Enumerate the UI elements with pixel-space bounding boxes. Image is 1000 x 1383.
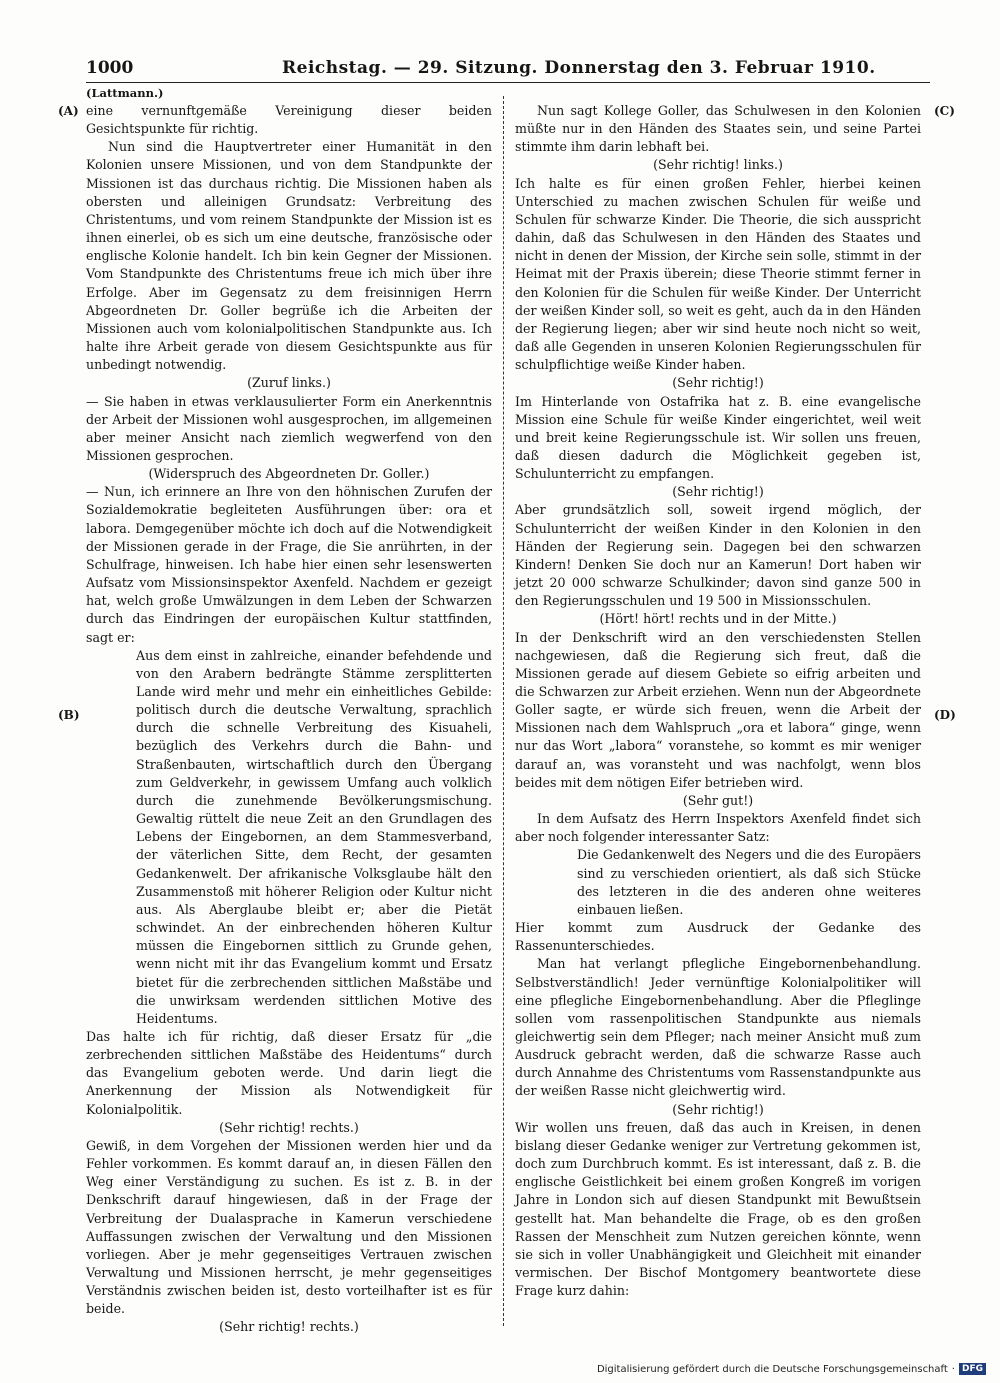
- left-column: [86, 102, 492, 1335]
- margin-marker-c: (C): [934, 104, 955, 118]
- paragraph: Im Hinterlande von Ostafrika hat z. B. eine evangelische Mission eine Schule für weiße Kinder eingerichtet, weil weit und breit keine Regierungsschule ist. Wir sollen uns freuen, daß diesen dadurch die Möglichkeit gegeben ist, Schulunterricht zu empfangen.: [515, 393, 921, 482]
- quoted-passage: Die Gedankenwelt des Negers und die des Europäers sind zu verschieden orientiert, als daß sich Stücke des letzteren in die des anderen ohne weiteres einbauen ließen.: [577, 847, 921, 917]
- paragraph: Man hat verlangt pflegliche Eingebornenbehandlung. Selbstverständlich! Jeder vernünftige Kolonialpolitiker will eine pflegliche Eingebornenbehandlung. Aber die Pfleglinge sollen vom rassenpolitischen Standpunkte aus niemals gleichwertig sein dem Pfleger; nach meiner Ansicht muß zum Ausdruck gebracht werden, daß die schwarze Rasse auch durch Annahme des Christentums vom Rassenstandpunkte aus der weißen Rasse nicht gleichwertig wird.: [515, 956, 921, 1099]
- margin-marker-b: (B): [58, 708, 80, 722]
- footer-text: Digitalisierung gefördert durch die Deutsche Forschungsgemeinschaft: [596, 1363, 948, 1375]
- paragraph: Hier kommt zum Ausdruck der Gedanke des Rassenunterschiedes.: [515, 920, 921, 954]
- interjection: (Sehr gut!): [682, 792, 754, 808]
- interjection: (Sehr richtig! rechts.): [219, 1319, 359, 1335]
- interjection: (Widerspruch des Abgeordneten Dr. Goller.): [148, 466, 430, 482]
- interjection: (Sehr richtig! links.): [653, 157, 783, 173]
- paragraph: Nun sagt Kollege Goller, das Schulwesen in den Kolonien müßte nur in den Händen des Staates sein, und seine Partei stimmte ihm darin lebhaft bei.: [515, 103, 921, 155]
- paragraph: Nun sind die Hauptvertreter einer Humanität in den Kolonien unsere Missionen, und von dem Standpunkte der Missionen ist das durchaus richtig. Die Missionen haben als obersten und alleinigen Grundsatz: Verbreitung des Christentums, und vom reinem Standpunkte der Mission ist es ihnen einerlei, ob es sich um eine deutsche, französische oder englische Kolonie handelt. Ich bin kein Gegner der Missionen. Vom Standpunkte des Christentums freue ich mich über ihre Erfolge. Aber im Gegensatz zu dem freisinnigen Herrn Abgeordneten Dr. Goller begrüße ich die Arbeiten der Missionen auch vom kolonialpolitischen Standpunkte aus. Ich halte ihre Arbeit gerade von diesem Gesichtspunkte aus für unbedingt notwendig.: [86, 139, 492, 373]
- interjection: (Zuruf links.): [247, 375, 331, 391]
- page-number: 1000: [86, 58, 134, 78]
- margin-marker-a: (A): [58, 104, 79, 118]
- paragraph: In der Denkschrift wird an den verschiedensten Stellen nachgewiesen, daß die Regierung sich freut, daß die Missionen gerade auf diesem Gebiete so eifrig arbeiten und die Schwarzen zur Arbeit erziehen. Wenn nun der Abgeordnete Goller sagte, er würde sich freuen, wenn die Arbeit der Missionen nach dem Wahlspruch „ora et labora“ ginge, wenn nur das Wort „labora“ voranstehe, so kommt es mir weniger darauf an, was voransteht und was nachfolgt, wenn blos beides mit dem nötigen Eifer betrieben wird.: [515, 629, 921, 790]
- column-divider: [503, 96, 504, 1326]
- separator-dot: ·: [951, 1363, 955, 1375]
- right-column: [515, 102, 921, 1317]
- paragraph: Aber grundsätzlich soll, soweit irgend möglich, der Schulunterricht der weißen Kinder in den Kolonien in den Händen der Regierung sein. Dagegen bei den schwarzen Kindern! Denken Sie doch nur an Kamerun! Dort haben wir jetzt 20 000 schwarze Schulkinder; davon sind ganze 500 in den Regierungsschulen und 19 500 in Missionsschulen.: [515, 502, 921, 609]
- paragraph: Das halte ich für richtig, daß dieser Ersatz für „die zerbrechenden sittlichen Maßstäbe des Heidentums“ durch das Evangelium geboten werde. Und darin liegt die Anerkennung der Mission als Notwendigkeit für Kolonialpolitik.: [86, 1028, 492, 1117]
- interjection: (Sehr richtig!): [672, 484, 764, 500]
- interjection: (Sehr richtig!): [672, 375, 764, 391]
- quoted-passage: Aus dem einst in zahlreiche, einander befehdende und von den Arabern bedrängte Stämme zersplitterten Lande wird mehr und mehr ein einheitliches Gebilde: politisch durch die deutsche Verwaltung, sprachlich durch die schnelle Verbreitung des Kisuaheli, bezüglich des Verkehrs durch die Bahn- und Straßenbauten, wirtschaftlich durch den Übergang zum Geldverkehr, in gewissem Umfang auch volklich durch die zunehmende Bevölkerungsmischung. Gewaltig rüttelt die neue Zeit an den Grundlagen des Lebens der Eingebornen, an dem Stammesverband, der väterlichen Sitte, dem Recht, der gesamten Gedankenwelt. Der afrikanische Volksglaube hält den Zusammenstoß mit höherer Religion oder Kultur nicht aus. Als Aberglaube bleibt er; aber die Pietät schwindet. An der einbrechenden höheren Kultur müssen die Eingebornen sittlich zu Grunde gehen, wenn nicht mit ihr das Evangelium kommt und Ersatz bietet für die zerbrechenden sittlichen Maßstäbe und die unwirksam werdenden sittlichen Motive des Heidentums.: [136, 647, 492, 1026]
- running-title: Reichstag. — 29. Sitzung. Donnerstag den 3. Februar 1910.: [282, 58, 876, 78]
- paragraph: eine vernunftgemäße Vereinigung dieser beiden Gesichtspunkte für richtig.: [86, 103, 492, 137]
- paragraph: In dem Aufsatz des Herrn Inspektors Axenfeld findet sich aber noch folgender interessanter Satz:: [515, 811, 921, 845]
- paragraph: — Nun, ich erinnere an Ihre von den höhnischen Zurufen der Sozialdemokratie begleiteten Ausführungen über: ora et labora. Demgegenüber möchte ich doch auf die Notwendigkeit der Missionen gerade in der Frage, die Sie anrührten, in der Schulfrage, hinweisen. Ich habe hier einen sehr lesenswerten Aufsatz vom Missionsinspektor Axenfeld. Nachdem er gezeigt hat, welch große Umwälzungen in dem Leben der Schwarzen durch das Eindringen der europäischen Kultur stattfinden, sagt er:: [86, 484, 492, 645]
- paragraph: Gewiß, in dem Vorgehen der Missionen werden hier und da Fehler vorkommen. Es kommt darauf an, in diesen Fällen den Weg einer Verständigung zu suchen. Es ist z. B. in der Denkschrift darauf hingewiesen, daß in der Frage der Verbreitung der Dualasprache in Kamerun verschiedene Auffassungen zwischen der Verwaltung und den Missionen vorliegen. Aber je mehr gegenseitiges Vertrauen zwischen Verwaltung und Missionen herrscht, je mehr gegenseitiges Verständnis zwischen beiden ist, desto vorteilhafter ist es für beide.: [86, 1137, 492, 1317]
- interjection: (Sehr richtig! rechts.): [219, 1119, 359, 1135]
- paragraph: Wir wollen uns freuen, daß das auch in Kreisen, in denen bislang dieser Gedanke weniger zur Vertretung gekommen ist, doch zum Durchbruch kommt. Es ist interessant, daß z. B. die englische Geistlichkeit bei einem großen Kongreß im vorigen Jahre in London sich auf diesen Standpunkt mit Bewußtsein gestellt hat. Man behandelte die Frage, ob es den großen Rassen der Menschheit zum Nutzen gereichen könnte, wenn sie sich in voller Unabhängigkeit und Gleichheit mit einander vermischen. Der Bischof Montgomery beantwortete diese Frage kurz dahin:: [515, 1119, 921, 1299]
- footer: [597, 1363, 986, 1375]
- paragraph: — Sie haben in etwas verklausulierter Form ein Anerkenntnis der Arbeit der Missionen wohl ausgesprochen, im allgemeinen aber meiner Ansicht nach ziemlich wegwerfend von den Missionen gesprochen.: [86, 393, 492, 463]
- page-header: [86, 58, 930, 83]
- dfg-logo: DFG: [959, 1363, 986, 1375]
- interjection: (Hört! hört! rechts und in der Mitte.): [599, 611, 837, 627]
- margin-marker-d: (D): [934, 708, 956, 722]
- paragraph: Ich halte es für einen großen Fehler, hierbei keinen Unterschied zu machen zwischen Schulen für weiße und Schulen für schwarze Kinder. Die Theorie, die sich ausspricht dahin, daß das Schulwesen in den Händen des Staates und nicht in denen der Mission, der Kirche sein solle, stimmt in der Heimat mit der Praxis überein; diese Theorie stimmt ferner in den Kolonien für die Schulen für weiße Kinder. Der Unterricht der weißen Kinder soll, so weit es geht, auch da in den Händen der Regierung liegen; aber wir sind heute noch nicht so weit, daß alle Gegenden in unseren Kolonien Regierungsschulen für schulpflichtige weiße Kinder haben.: [515, 175, 921, 373]
- speaker-name: (Lattmann.): [86, 86, 164, 100]
- interjection: (Sehr richtig!): [672, 1101, 764, 1117]
